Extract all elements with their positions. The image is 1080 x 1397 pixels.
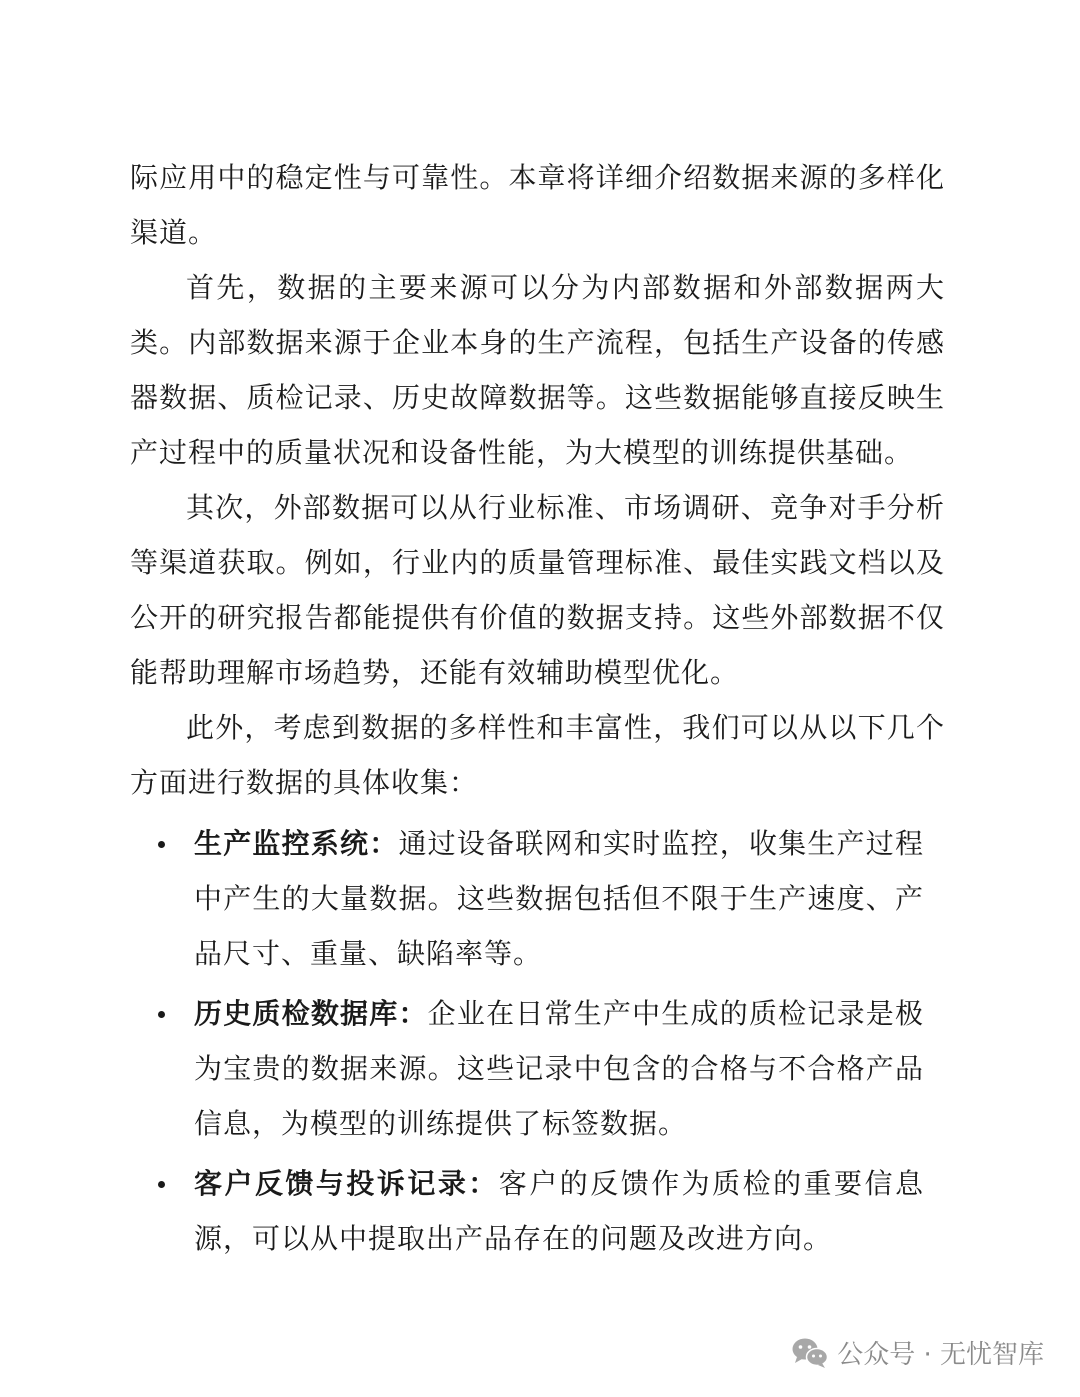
paragraph-external-data: 其次，外部数据可以从行业标准、市场调研、竞争对手分析等渠道获取。例如，行业内的质量管理标准、最佳实践文档以及公开的研究报告都能提供有价值的数据支持。这些外部数据不仅能帮助理解市场趋势，还能有效辅助模型优化。 — [130, 491, 945, 689]
list-item — [130, 816, 924, 981]
watermark-text: 公众号 · 无忧智库 — [837, 1340, 1044, 1370]
list-item-term: 客户反馈与投诉记录： — [194, 1167, 499, 1200]
wechat-watermark — [791, 1334, 1044, 1371]
bullet-icon — [158, 1011, 165, 1018]
list-item-text: 企业在日常生产中生成的质检记录是极为宝贵的数据来源。这些记录中包含的合格与不合格产品信息，为模型的训练提供了标签数据。 — [194, 997, 924, 1140]
paragraph-data-sources: 首先，数据的主要来源可以分为内部数据和外部数据两大类。内部数据来源于企业本身的生产流程，包括生产设备的传感器数据、质检记录、历史故障数据等。这些数据能够直接反映生产过程中的质量状况和设备性能，为大模型的训练提供基础。 — [130, 271, 945, 469]
collection-methods-list — [130, 816, 945, 1266]
wechat-icon — [791, 1336, 829, 1370]
bullet-icon — [158, 1181, 165, 1188]
bullet-icon — [158, 841, 165, 848]
list-item — [130, 1156, 924, 1266]
document-body — [130, 150, 945, 1266]
list-item — [130, 986, 924, 1151]
paragraph-collection-intro: 此外，考虑到数据的多样性和丰富性，我们可以从以下几个方面进行数据的具体收集： — [130, 711, 945, 799]
list-item-term: 生产监控系统： — [194, 827, 399, 860]
paragraph-continuation: 际应用中的稳定性与可靠性。本章将详细介绍数据来源的多样化渠道。 — [130, 161, 945, 249]
list-item-text: 客户的反馈作为质检的重要信息源，可以从中提取出产品存在的问题及改进方向。 — [194, 1167, 924, 1255]
list-item-term: 历史质检数据库： — [194, 997, 428, 1030]
list-item-text: 通过设备联网和实时监控，收集生产过程中产生的大量数据。这些数据包括但不限于生产速度、产品尺寸、重量、缺陷率等。 — [194, 827, 924, 970]
